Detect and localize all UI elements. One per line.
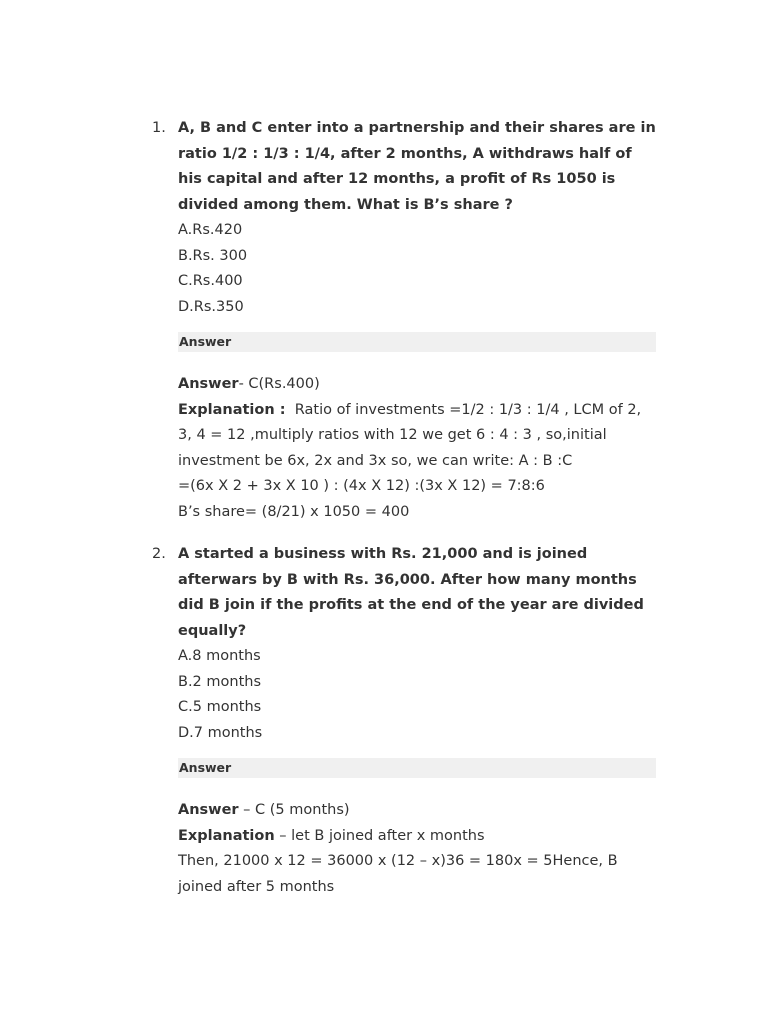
- option-b: B.Rs. 300: [178, 247, 248, 264]
- question-number: 2.: [152, 546, 166, 562]
- question-text: A started a business with Rs. 21,000 and is joined afterwars by B with Rs. 36,000. After how many months did B join if the profits at the end of the year are divided equally?: [178, 546, 644, 639]
- answer-line: [178, 798, 656, 824]
- option-b: B.2 months: [178, 673, 262, 690]
- option-d: D.7 months: [178, 724, 263, 741]
- answer-block: [178, 372, 656, 525]
- explanation-line: Then, 21000 x 12 = 36000 x (12 – x)36 = 180x = 5Hence, B joined after 5 months: [178, 853, 618, 895]
- explanation-line: Ratio of investments =1/2 : 1/3 : 1/4 , LCM of 2, 3, 4 = 12 ,multiply ratios with 12 we get 6 : 4 : 3 , so,initial investment be 6x, 2x and 3x so, we can write: A : B :C: [178, 401, 642, 469]
- answer-value: – C (5 months): [243, 802, 350, 818]
- option-a: A.8 months: [178, 648, 261, 664]
- answer-label: Answer: [178, 802, 239, 818]
- answer-label: Answer: [178, 376, 239, 392]
- explanation: [178, 824, 656, 850]
- option-a: A.Rs.420: [178, 222, 243, 238]
- option-c: C.5 months: [178, 699, 262, 715]
- question-text: A, B and C enter into a partnership and their shares are in ratio 1/2 : 1/3 : 1/4, after 2 months, A withdraws half of his capital and after 12 months, a profit of Rs 1050 is divided among them. What is B’s share ?: [178, 120, 656, 213]
- explanation: [178, 398, 656, 475]
- options-list: [178, 218, 656, 320]
- options-list: [178, 644, 656, 746]
- explanation-label: Explanation :: [178, 401, 286, 418]
- explanation-line: B’s share= (8/21) x 1050 = 400: [178, 503, 410, 520]
- option-c: C.Rs.400: [178, 273, 243, 289]
- answer-toggle[interactable]: Answer: [178, 332, 656, 352]
- answer-line: [178, 372, 656, 398]
- explanation-line: – let B joined after x months: [279, 827, 485, 844]
- question-number: 1.: [152, 120, 166, 136]
- option-d: D.Rs.350: [178, 298, 244, 315]
- explanation-line: =(6x X 2 + 3x X 10 ) : (4x X 12) :(3x X 12) = 7:8:6: [178, 478, 545, 494]
- answer-value: - C(Rs.400): [238, 376, 320, 392]
- answer-toggle[interactable]: Answer: [178, 758, 656, 778]
- answer-block: [178, 798, 656, 900]
- explanation-label: Explanation: [178, 827, 275, 844]
